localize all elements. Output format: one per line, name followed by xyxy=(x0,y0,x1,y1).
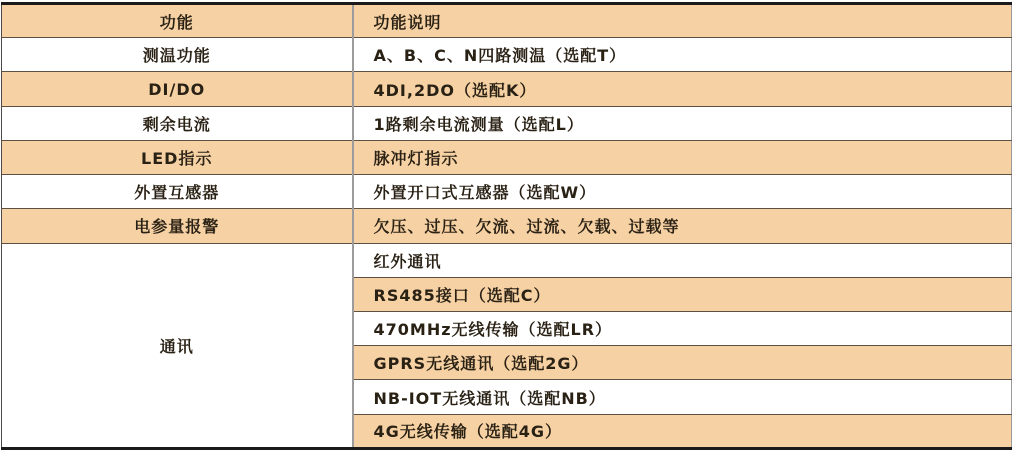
cell-function: DI/DO xyxy=(2,72,353,106)
cell-description: 红外通讯 xyxy=(353,243,1012,277)
cell-description: 470MHz无线传输（选配LR） xyxy=(353,311,1012,345)
header-description: 功能说明 xyxy=(353,4,1012,38)
cell-function: 测温功能 xyxy=(2,38,353,72)
cell-function: 剩余电流 xyxy=(2,106,353,140)
cell-function: 电参量报警 xyxy=(2,209,353,243)
cell-function: 外置互感器 xyxy=(2,175,353,209)
table-row xyxy=(2,72,1012,106)
table-header-row xyxy=(2,4,1012,38)
cell-description: NB-IOT无线通讯（选配NB） xyxy=(353,380,1012,414)
table-row xyxy=(2,243,1012,277)
table-row xyxy=(2,106,1012,140)
cell-description: 4G无线传输（选配4G） xyxy=(353,414,1012,448)
table-row xyxy=(2,140,1012,174)
cell-description: 欠压、过压、欠流、过流、欠载、过载等 xyxy=(353,209,1012,243)
cell-function-comm: 通讯 xyxy=(2,243,353,448)
cell-description: RS485接口（选配C） xyxy=(353,277,1012,311)
cell-description: 脉冲灯指示 xyxy=(353,140,1012,174)
cell-description: GPRS无线通讯（选配2G） xyxy=(353,346,1012,380)
cell-description: 4DI,2DO（选配K） xyxy=(353,72,1012,106)
table-row xyxy=(2,175,1012,209)
cell-description: A、B、C、N四路测温（选配T） xyxy=(353,38,1012,72)
cell-function: LED指示 xyxy=(2,140,353,174)
table-row xyxy=(2,209,1012,243)
table-row xyxy=(2,38,1012,72)
cell-description: 1路剩余电流测量（选配L） xyxy=(353,106,1012,140)
cell-description: 外置开口式互感器（选配W） xyxy=(353,175,1012,209)
function-spec-table xyxy=(1,2,1012,450)
header-function: 功能 xyxy=(2,4,353,38)
